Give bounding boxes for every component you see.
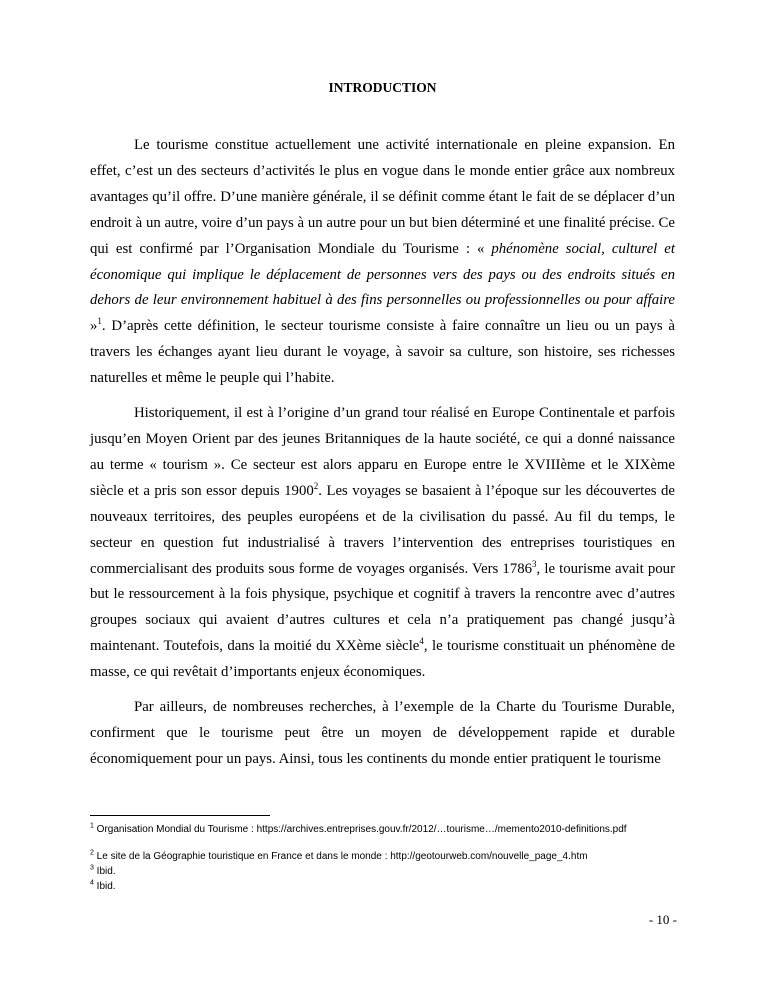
footnote-separator (90, 815, 270, 816)
footnote-number: 1 (90, 822, 94, 830)
page-title: INTRODUCTION (328, 80, 437, 95)
text-run: , le tourisme avait pour but le ressourcement à la fois physique, psychique et cognitif à travers la rencontre avec d’autres groupes sociaux qui avaient d’autres cultures et cela n’a pratiquement pas changé jusqu’à maintenant. Toutefois, dans la moitié du XXème siècle (90, 560, 676, 655)
footnote-number: 2 (90, 849, 94, 857)
footnote-3 (90, 864, 680, 879)
footnote-4 (90, 879, 680, 894)
text-run: , le tourisme constituait un phénomène de masse, ce qui revêtait d’importants enjeux économiques. (90, 638, 675, 681)
footnote-ref-4[interactable]: 4 (419, 636, 424, 647)
paragraph-2 (90, 401, 675, 686)
footnote-ref-3[interactable]: 3 (532, 558, 537, 569)
footnotes (90, 822, 680, 894)
footnote-2 (90, 849, 680, 864)
footnote-text[interactable]: Le site de la Géographie touristique en France et dans le monde : http://geotourweb.com/nouvelle_page_4.htm (93, 851, 588, 862)
footnote-1 (90, 822, 680, 837)
paragraph-1 (90, 133, 675, 392)
text-run: » (90, 318, 98, 335)
oms-quote: phénomène social, culturel et économique qui implique le déplacement de personnes vers des pays ou des endroits situés en dehors de leur environnement habituel à des fins personnelles ou professionnelles ou pour affaire (90, 240, 675, 309)
footnote-text: Ibid. (93, 866, 116, 877)
footnote-ref-2[interactable]: 2 (313, 480, 319, 491)
page-number: - 10 - (648, 912, 677, 927)
text-run: . Les voyages se basaient à l’époque sur les découvertes de nouveaux territoires, des peuples européens et de la civilisation du passé. Au fil du temps, le secteur en question fut industrialisé à travers l’intervention des entreprises touristiques en commercialisant des produits sous forme de voyages organisés. Vers 1786 (90, 482, 675, 577)
footnote-ref-1[interactable]: 1 (97, 316, 102, 327)
text-run: . D’après cette définition, le secteur tourisme consiste à faire connaître un lieu ou un pays à travers les échanges ayant lieu durant le voyage, à savoir sa culture, son histoire, ses richesses naturelles et même le peuple qui l’habite. (90, 318, 675, 387)
body-text (90, 133, 675, 773)
text-run: Historiquement, il est à l’origine d’un grand tour réalisé en Europe Continentale et parfois jusqu’en Moyen Orient par des jeunes Britanniques de la haute société, ce qui a donné naissance au terme « tourism ». Ce secteur est alors apparu en Europe entre le XVIIIème et le XIXème siècle et a pris son essor depuis 1900 (90, 405, 675, 499)
footnote-text[interactable]: Organisation Mondial du Tourisme : https://archives.entreprises.gouv.fr/2012/…tourisme…/memento2010-definitions.pdf (93, 824, 627, 835)
paragraph-3 (90, 695, 675, 773)
footnote-number: 3 (90, 864, 94, 872)
text-run: Par ailleurs, de nombreuses recherches, à l’exemple de la Charte du Tourisme Durable, confirment que le tourisme peut être un moyen de développement rapide et durable économiquement pour un pays. Ainsi, tous les continents du monde entier pratiquent le tourisme (90, 699, 675, 767)
footnote-number: 4 (90, 879, 94, 887)
footnote-text: Ibid. (93, 881, 116, 892)
text-run: Le tourisme constitue actuellement une activité internationale en pleine expansion. En effet, c’est un des secteurs d’activités le plus en vogue dans le monde entier grâce aux nombreux avantages qu’il offre. D’une manière générale, il se définit comme étant le fait de se déplacer d’un endroit à un autre, voire d’un pays à un autre pour un but bien déterminé et une finalité précise. Ce qui est confirmé par l’Organisation Mondiale du Tourisme : « (90, 137, 675, 257)
